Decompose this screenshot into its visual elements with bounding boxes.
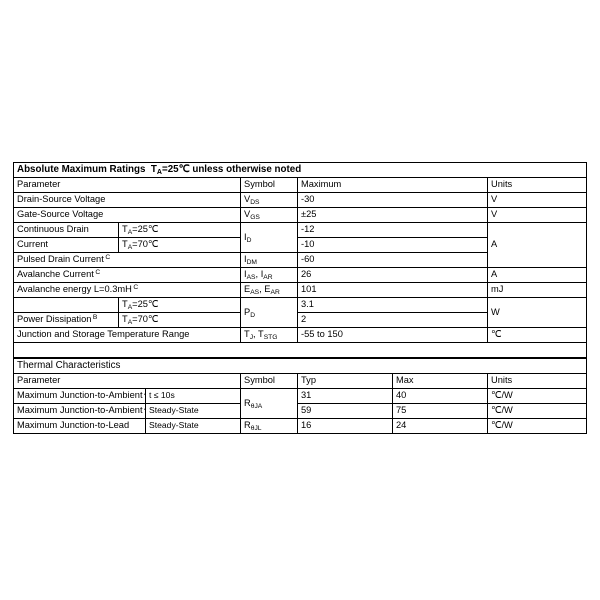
col-header-typ: Typ <box>298 374 393 389</box>
cond-ta-base: T <box>122 224 128 235</box>
symbol-pd <box>241 298 298 328</box>
symbol-rthja-base: R <box>244 397 251 408</box>
param-max-junction-to-ambient-10s <box>14 389 146 404</box>
table-row <box>14 193 587 208</box>
symbol-eas-sub: AS <box>250 289 260 297</box>
condition-steady-state-1: Steady-State <box>146 404 241 419</box>
abs-max-header-row <box>14 178 587 193</box>
abs-max-title-condition <box>151 164 301 175</box>
symbol-vgs-base: V <box>244 209 251 220</box>
cond-pd-ta70-base: T <box>122 314 128 325</box>
param-text: Maximum Junction-to-Lead <box>17 420 130 431</box>
symbol-tstg-sub: STG <box>263 334 278 342</box>
symbol-tj-sub: J <box>249 334 254 342</box>
condition-ta-25c-id <box>119 223 241 238</box>
param-max-junction-to-lead <box>14 419 146 434</box>
param-avalanche-energy <box>14 283 241 298</box>
symbol-vgs <box>241 208 298 223</box>
symbol-idm-base: I <box>244 254 247 265</box>
symbol-idm-sub: DM <box>246 259 257 267</box>
symbol-eas-base: E <box>244 284 251 295</box>
symbol-vds <box>241 193 298 208</box>
col-header-parameter: Parameter <box>14 178 241 193</box>
col-header-max: Max <box>393 374 488 389</box>
condition-steady-state-2: Steady-State <box>146 419 241 434</box>
condition-ta-70c-id <box>119 238 241 253</box>
units-avalanche-energy: mJ <box>488 283 587 298</box>
table-row <box>14 328 587 343</box>
param-junction-storage-temp-range: Junction and Storage Temperature Range <box>14 328 241 343</box>
param-pulsed-drain-current <box>14 253 241 268</box>
abs-max-title <box>14 163 587 178</box>
units-gate-source-voltage: V <box>488 208 587 223</box>
units-power-dissipation: W <box>488 298 587 328</box>
thermal-characteristics-table <box>13 358 587 434</box>
condition-ta-25c-pd <box>119 298 241 313</box>
units-drain-source-voltage: V <box>488 193 587 208</box>
cond-ta70-rest: =70℃ <box>132 239 159 250</box>
symbol-id <box>241 223 298 253</box>
cond-pd-ta-rest: =25℃ <box>132 299 159 310</box>
table-row <box>14 223 587 238</box>
symbol-id-sub: D <box>246 236 252 244</box>
condition-t-le-10s: t ≤ 10s <box>146 389 241 404</box>
param-continuous-drain-current-line2: Current <box>14 238 119 253</box>
value-max-rthjl: 24 <box>393 419 488 434</box>
col-header-units: Units <box>488 374 587 389</box>
value-max-id-25c: -12 <box>298 223 488 238</box>
thermal-header-row <box>14 374 587 389</box>
param-pulsed-drain-current-text: Pulsed Drain Current <box>17 254 104 265</box>
abs-max-title-rest: =25℃ unless otherwise noted <box>162 163 302 175</box>
table-row <box>14 208 587 223</box>
value-typ-rthja-steady: 59 <box>298 404 393 419</box>
param-avalanche-energy-text: Avalanche energy L=0.3mH <box>17 284 132 295</box>
cond-ta70-base: T <box>122 239 128 250</box>
datasheet-tables <box>13 162 586 434</box>
footnote-marker: C <box>105 253 111 261</box>
param-text: Maximum Junction-to-Ambient <box>17 390 143 401</box>
value-typ-rthjl: 16 <box>298 419 393 434</box>
cond-ta70-sub: A <box>127 244 133 252</box>
symbol-iar-base: I <box>260 269 264 280</box>
param-continuous-drain-current-line1: Continuous Drain <box>14 223 119 238</box>
cond-ta-sub: A <box>127 229 133 237</box>
param-power-dissipation-text: Power Dissipation <box>17 314 92 325</box>
param-drain-source-voltage: Drain-Source Voltage <box>14 193 241 208</box>
param-text: Maximum Junction-to-Ambient <box>17 405 143 416</box>
spacer-cell <box>14 343 587 358</box>
footnote-marker: B <box>92 313 98 321</box>
value-max-rthja-10s: 40 <box>393 389 488 404</box>
symbol-ear-sub: AR <box>270 289 280 297</box>
param-max-junction-to-ambient-steady <box>14 404 146 419</box>
value-max-id-70c: -10 <box>298 238 488 253</box>
value-max-gate-source-voltage: ±25 <box>298 208 488 223</box>
symbol-tj-tstg: $T_J$, $T_{STG}$ <box>241 328 298 343</box>
units-drain-current: A <box>488 223 587 268</box>
abs-max-title-main: Absolute Maximum Ratings <box>17 163 146 175</box>
symbol-rthja <box>241 389 298 419</box>
footnote-marker: C <box>133 283 139 291</box>
value-max-avalanche-energy: 101 <box>298 283 488 298</box>
symbol-ias-iar: $I_{AS}$, $I_{AR}$ <box>241 268 298 283</box>
units-temp-range: ℃ <box>488 328 587 343</box>
thermal-title-row <box>14 359 587 374</box>
cond-pd-ta-base: T <box>122 299 128 310</box>
value-typ-rthja-10s: 31 <box>298 389 393 404</box>
symbol-rthjl <box>241 419 298 434</box>
symbol-idm <box>241 253 298 268</box>
symbol-rthjl-base: R <box>244 420 251 431</box>
value-max-rthja-steady: 75 <box>393 404 488 419</box>
value-max-drain-source-voltage: -30 <box>298 193 488 208</box>
symbol-id-base: I <box>244 231 247 242</box>
symbol-tstg-base: T <box>258 329 264 340</box>
param-avalanche-current-text: Avalanche Current <box>17 269 94 280</box>
table-spacer-row <box>14 343 587 358</box>
units-avalanche-current: A <box>488 268 587 283</box>
param-avalanche-current <box>14 268 241 283</box>
absolute-maximum-ratings-table <box>13 162 587 358</box>
abs-max-title-ta-sub: A <box>156 169 162 177</box>
table-row <box>14 404 587 419</box>
value-max-pd-70c: 2 <box>298 313 488 328</box>
symbol-pd-sub: D <box>250 311 256 319</box>
symbol-rthja-sub: θJA <box>250 402 263 410</box>
symbol-eas-ear: $E_{AS}$, $E_{AR}$ <box>241 283 298 298</box>
table-row <box>14 283 587 298</box>
cond-ta-rest: =25℃ <box>132 224 159 235</box>
table-row <box>14 419 587 434</box>
cond-pd-ta70-rest: =70℃ <box>132 314 159 325</box>
param-gate-source-voltage: Gate-Source Voltage <box>14 208 241 223</box>
symbol-ear-base: E <box>264 284 271 295</box>
footnote-marker <box>129 420 131 427</box>
col-header-maximum: Maximum <box>298 178 488 193</box>
col-header-parameter: Parameter <box>14 374 241 389</box>
param-power-dissipation-blank <box>14 298 119 313</box>
col-header-symbol: Symbol <box>241 374 298 389</box>
units-rthjl: ℃/W <box>488 419 587 434</box>
symbol-rthjl-sub: θJL <box>250 425 262 433</box>
table-row <box>14 268 587 283</box>
units-rthja-10s: ℃/W <box>488 389 587 404</box>
symbol-vds-base: V <box>244 194 251 205</box>
abs-max-title-row <box>14 163 587 178</box>
cond-pd-ta70-sub: A <box>127 319 133 327</box>
col-header-units: Units <box>488 178 587 193</box>
value-max-idm: -60 <box>298 253 488 268</box>
value-max-pd-25c: 3.1 <box>298 298 488 313</box>
table-row <box>14 389 587 404</box>
value-max-avalanche-current: 26 <box>298 268 488 283</box>
condition-ta-70c-pd <box>119 313 241 328</box>
symbol-vds-sub: DS <box>250 199 260 207</box>
symbol-ias-base: I <box>244 269 247 280</box>
thermal-title: Thermal Characteristics <box>14 359 587 374</box>
symbol-pd-base: P <box>244 306 251 317</box>
value-max-temp-range: -55 to 150 <box>298 328 488 343</box>
abs-max-title-ta: T <box>150 163 157 175</box>
symbol-tj-base: T <box>244 329 250 340</box>
symbol-iar-sub: AR <box>263 274 273 282</box>
table-row <box>14 298 587 313</box>
units-rthja-steady: ℃/W <box>488 404 587 419</box>
symbol-ias-sub: AS <box>246 274 256 282</box>
col-header-symbol: Symbol <box>241 178 298 193</box>
footnote-marker: C <box>95 268 101 276</box>
symbol-vgs-sub: GS <box>250 214 260 222</box>
param-power-dissipation <box>14 313 119 328</box>
cond-pd-ta-sub: A <box>127 304 133 312</box>
